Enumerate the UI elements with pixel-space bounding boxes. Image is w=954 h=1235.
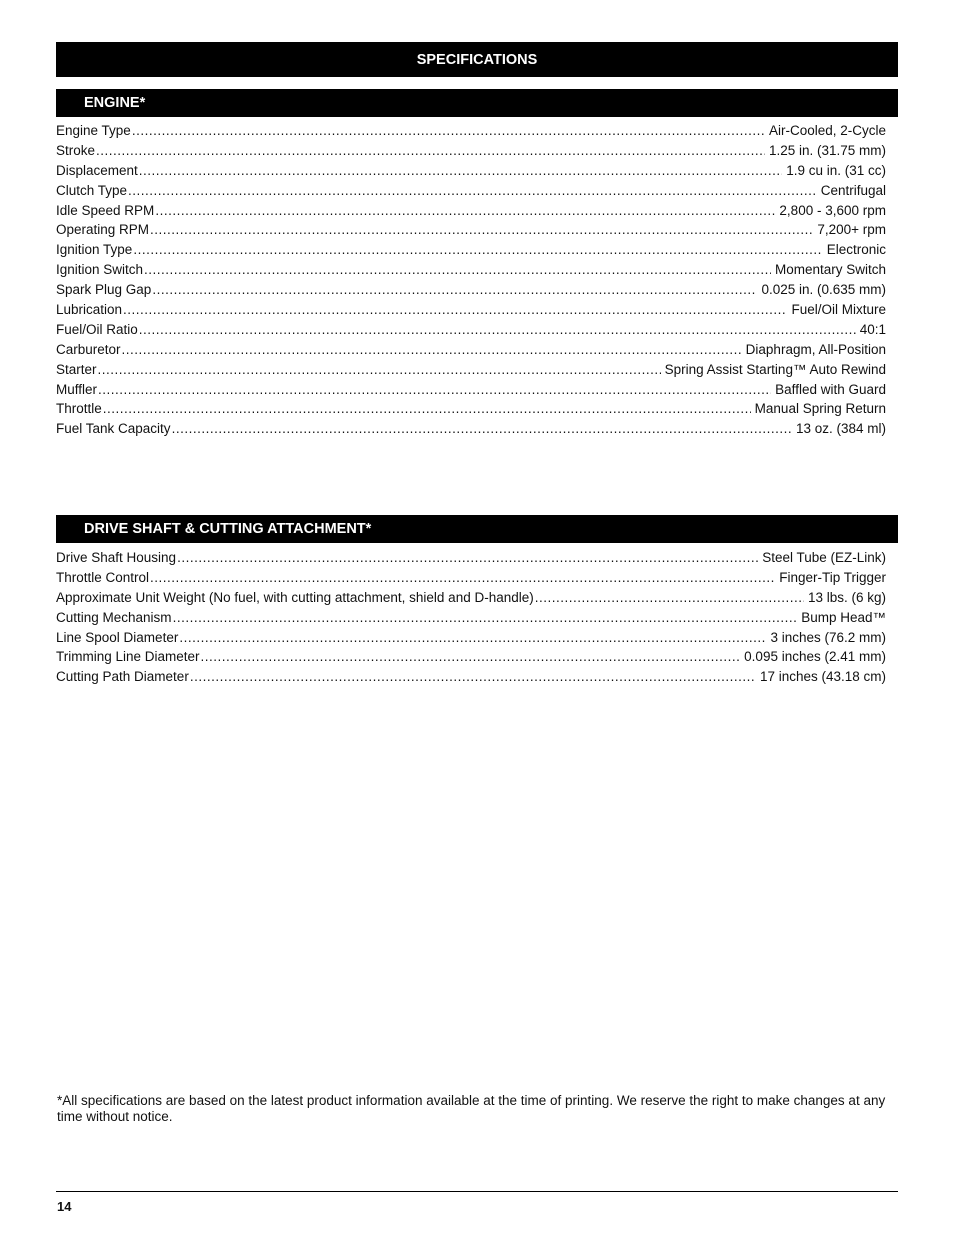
spec-row xyxy=(56,203,886,223)
spec-value: 1.25 in. (31.75 mm) xyxy=(768,142,886,158)
spec-label: Line Spool Diameter xyxy=(56,629,179,645)
spec-row xyxy=(56,262,886,282)
spec-label: Drive Shaft Housing xyxy=(56,550,177,565)
spec-row xyxy=(56,143,886,163)
spec-row xyxy=(56,630,886,650)
spec-row xyxy=(56,342,886,362)
spec-value: 13 oz. (384 ml) xyxy=(795,421,886,437)
spec-row xyxy=(56,421,886,441)
page-number: 14 xyxy=(57,1199,72,1214)
spec-value: 17 inches (43.18 cm) xyxy=(759,669,886,685)
page-title: SPECIFICATIONS xyxy=(56,42,898,77)
spec-value: Spring Assist Starting™ Auto Rewind xyxy=(664,361,886,377)
spec-value: Air-Cooled, 2-Cycle xyxy=(768,123,886,138)
spec-row xyxy=(56,669,886,689)
footnote: *All specifications are based on the latest product information available at the time of printing. We reserve the right to make changes at any time without notice. xyxy=(57,1093,886,1124)
spec-label: Cutting Path Diameter xyxy=(56,669,189,685)
spec-value: Baffled with Guard xyxy=(775,381,886,397)
spec-label: Approximate Unit Weight (No fuel, with cutting attachment, shield and D-handle) xyxy=(56,589,534,605)
spec-row xyxy=(56,362,886,382)
spec-row xyxy=(56,649,886,669)
drive-section-heading: DRIVE SHAFT & CUTTING ATTACHMENT* xyxy=(56,515,898,543)
spec-row xyxy=(56,401,886,421)
spec-value: 7,200+ rpm xyxy=(817,222,886,238)
spec-value: Manual Spring Return xyxy=(754,401,886,417)
spec-value: 40:1 xyxy=(859,321,886,337)
spec-label: Displacement xyxy=(56,162,138,178)
spec-value: Finger-Tip Trigger xyxy=(779,569,886,585)
spec-label: Idle Speed RPM xyxy=(56,202,155,218)
spec-label: Engine Type xyxy=(56,123,131,138)
spec-row xyxy=(56,570,886,590)
spec-label: Starter xyxy=(56,361,97,377)
spec-label: Operating RPM xyxy=(56,222,150,238)
spec-value: 1.9 cu in. (31 cc) xyxy=(786,162,886,178)
spec-value: 0.095 inches (2.41 mm) xyxy=(744,649,886,665)
spec-value: Bump Head™ xyxy=(801,609,886,625)
spec-row xyxy=(56,590,886,610)
footer-rule xyxy=(56,1191,898,1192)
spec-row xyxy=(56,302,886,322)
spec-row xyxy=(56,382,886,402)
spec-label: Spark Plug Gap xyxy=(56,282,152,298)
spec-value: 0.025 in. (0.635 mm) xyxy=(761,282,886,298)
spec-row xyxy=(56,610,886,630)
spec-label: Lubrication xyxy=(56,302,123,318)
spec-label: Fuel/Oil Ratio xyxy=(56,321,138,337)
spec-label: Clutch Type xyxy=(56,182,128,198)
spec-label: Throttle xyxy=(56,401,102,417)
spec-value: Centrifugal xyxy=(820,182,886,198)
engine-spec-list xyxy=(56,123,886,441)
spec-value: Electronic xyxy=(826,242,886,258)
spec-label: Ignition Switch xyxy=(56,262,144,278)
spec-value: 3 inches (76.2 mm) xyxy=(770,629,886,645)
spec-row xyxy=(56,123,886,143)
spec-value: Fuel/Oil Mixture xyxy=(791,302,886,318)
spec-value: 13 lbs. (6 kg) xyxy=(807,589,886,605)
drive-spec-list xyxy=(56,550,886,689)
spec-row xyxy=(56,282,886,302)
spec-value: Diaphragm, All-Position xyxy=(745,341,886,357)
spec-value: Steel Tube (EZ-Link) xyxy=(762,550,886,565)
spec-label: Muffler xyxy=(56,381,98,397)
spec-row xyxy=(56,163,886,183)
spec-row xyxy=(56,242,886,262)
spec-value: Momentary Switch xyxy=(774,262,886,278)
spec-row xyxy=(56,322,886,342)
spec-row xyxy=(56,550,886,570)
engine-section-heading: ENGINE* xyxy=(56,89,898,117)
spec-value: 2,800 - 3,600 rpm xyxy=(779,202,886,218)
spec-row xyxy=(56,222,886,242)
spec-label: Ignition Type xyxy=(56,242,133,258)
spec-label: Carburetor xyxy=(56,341,121,357)
spec-label: Stroke xyxy=(56,142,96,158)
spec-label: Cutting Mechanism xyxy=(56,609,172,625)
spec-label: Trimming Line Diameter xyxy=(56,649,200,665)
spec-label: Fuel Tank Capacity xyxy=(56,421,171,437)
spec-label: Throttle Control xyxy=(56,569,150,585)
spec-row xyxy=(56,183,886,203)
